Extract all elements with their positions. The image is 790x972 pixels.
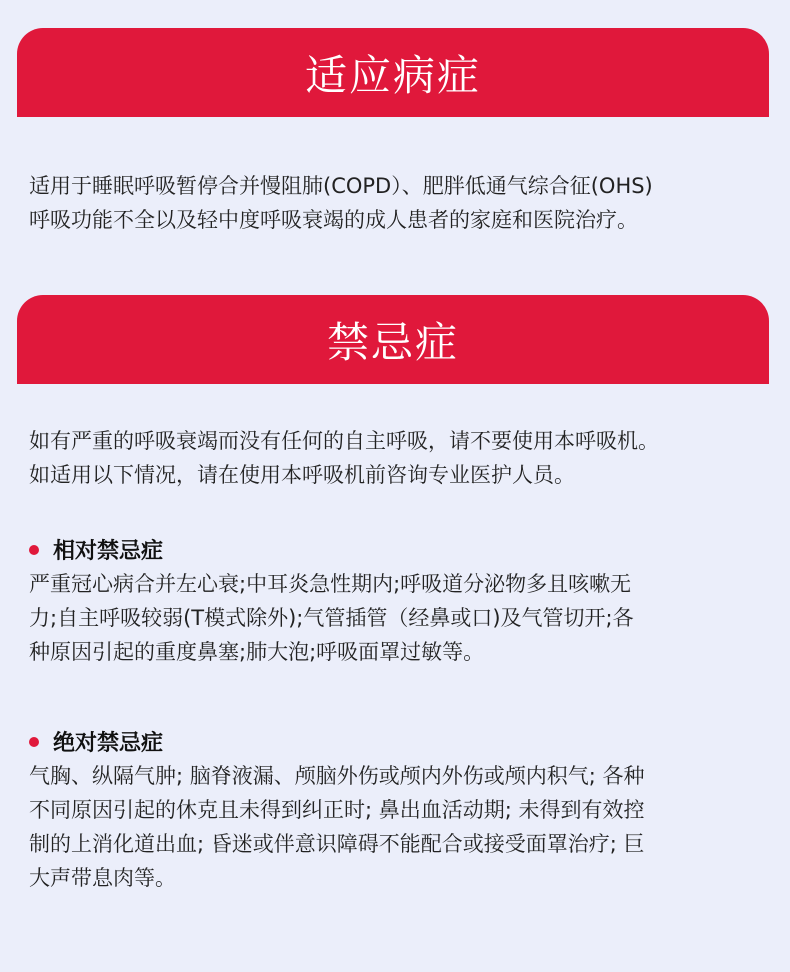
absolute-contraindications-heading xyxy=(29,726,163,757)
absolute-heading-label: 绝对禁忌症 xyxy=(53,731,164,756)
bullet-dot-icon xyxy=(29,545,39,555)
relative-line: 种原因引起的重度鼻塞;肺大泡;呼吸面罩过敏等。 xyxy=(29,640,485,664)
relative-contraindications-heading xyxy=(29,534,163,565)
indications-title: 适应病症 xyxy=(304,50,481,100)
indications-text xyxy=(29,169,769,237)
contraindications-banner xyxy=(17,295,769,384)
indications-banner xyxy=(17,28,769,117)
relative-line: 严重冠心病合并左心衰;中耳炎急性期内;呼吸道分泌物多且咳嗽无 xyxy=(29,572,632,596)
absolute-line: 大声带息肉等。 xyxy=(29,866,176,890)
intro-line: 如适用以下情况，请在使用本呼吸机前咨询专业医护人员。 xyxy=(29,463,575,487)
relative-line: 力;自主呼吸较弱(T模式除外);气管插管（经鼻或口)及气管切开;各 xyxy=(29,606,634,630)
contraindications-intro xyxy=(29,424,769,492)
absolute-contraindications-text xyxy=(29,759,769,895)
indications-line: 适用于睡眠呼吸暂停合并慢阻肺(COPD）、肥胖低通气综合征(OHS) xyxy=(29,174,653,198)
relative-contraindications-text xyxy=(29,567,769,669)
absolute-line: 气胸、纵隔气肿; 脑脊液漏、颅脑外伤或颅内外伤或颅内积气; 各种 xyxy=(29,764,645,788)
bullet-dot-icon xyxy=(29,737,39,747)
absolute-line: 制的上消化道出血; 昏迷或伴意识障碍不能配合或接受面罩治疗; 巨 xyxy=(29,832,645,856)
intro-line: 如有严重的呼吸衰竭而没有任何的自主呼吸，请不要使用本呼吸机。 xyxy=(29,429,659,453)
contraindications-title: 禁忌症 xyxy=(326,317,459,367)
indications-line: 呼吸功能不全以及轻中度呼吸衰竭的成人患者的家庭和医院治疗。 xyxy=(29,208,638,232)
relative-heading-label: 相对禁忌症 xyxy=(53,539,164,564)
absolute-line: 不同原因引起的休克且未得到纠正时; 鼻出血活动期; 未得到有效控 xyxy=(29,798,645,822)
